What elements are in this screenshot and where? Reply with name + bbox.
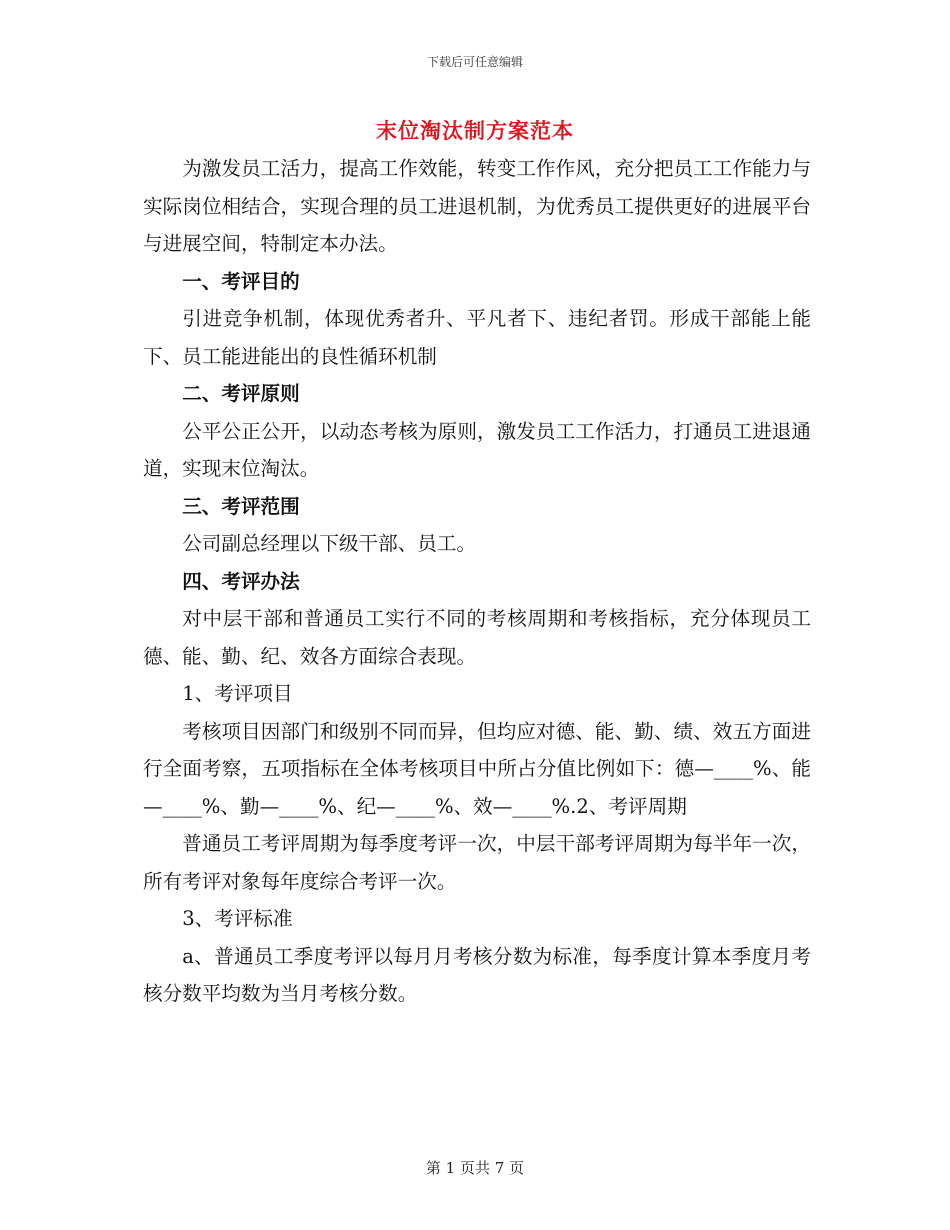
- subheading-standard: 3、考评标准: [182, 907, 293, 930]
- document-body: [143, 150, 811, 1013]
- page-number: 第 1 页共 7 页: [425, 1159, 525, 1177]
- document-title: 末位淘汰制方案范本: [376, 118, 574, 143]
- section-heading-method: 四、考评办法: [182, 569, 300, 593]
- method-paragraph: 对中层干部和普通员工实行不同的考核周期和考核指标，充分体现员工德、能、勤、纪、效各方面综合表现。: [143, 607, 811, 668]
- standard-paragraph: a、普通员工季度考评以每月月考核分数为标准，每季度计算本季度月考核分数平均数为当月考核分数。: [143, 944, 811, 1005]
- page-header: 下载后可任意编辑: [426, 55, 523, 69]
- intro-paragraph: 为激发员工活力，提高工作效能，转变工作作风，充分把员工工作能力与实际岗位相结合，实现合理的员工进退机制，为优秀员工提供更好的进展平台与进展空间，特制定本办法。: [143, 157, 811, 255]
- scope-paragraph: 公司副总经理以下级干部、员工。: [182, 532, 477, 555]
- section-heading-purpose: 一、考评目的: [182, 269, 300, 293]
- items-paragraph: 考核项目因部门和级别不同而异，但均应对德、能、勤、绩、效五方面进行全面考察，五项指标在全体考核项目中所占分值比例如下：德—____%、能—____%、勤—____%、纪—____%、效—____%.2、考评周期: [143, 719, 811, 818]
- subheading-items: 1、考评项目: [182, 682, 293, 705]
- section-heading-scope: 三、考评范围: [182, 494, 300, 518]
- purpose-paragraph: 引进竞争机制，体现优秀者升、平凡者下、违纪者罚。形成干部能上能下、员工能进能出的良性循环机制: [143, 307, 811, 368]
- principle-paragraph: 公平公正公开，以动态考核为原则，激发员工工作活力，打通员工进退通道，实现末位淘汰。: [143, 419, 811, 480]
- section-heading-principle: 二、考评原则: [182, 382, 300, 405]
- period-paragraph: 普通员工考评周期为每季度考评一次，中层干部考评周期为每半年一次，所有考评对象每年度综合考评一次。: [143, 832, 811, 893]
